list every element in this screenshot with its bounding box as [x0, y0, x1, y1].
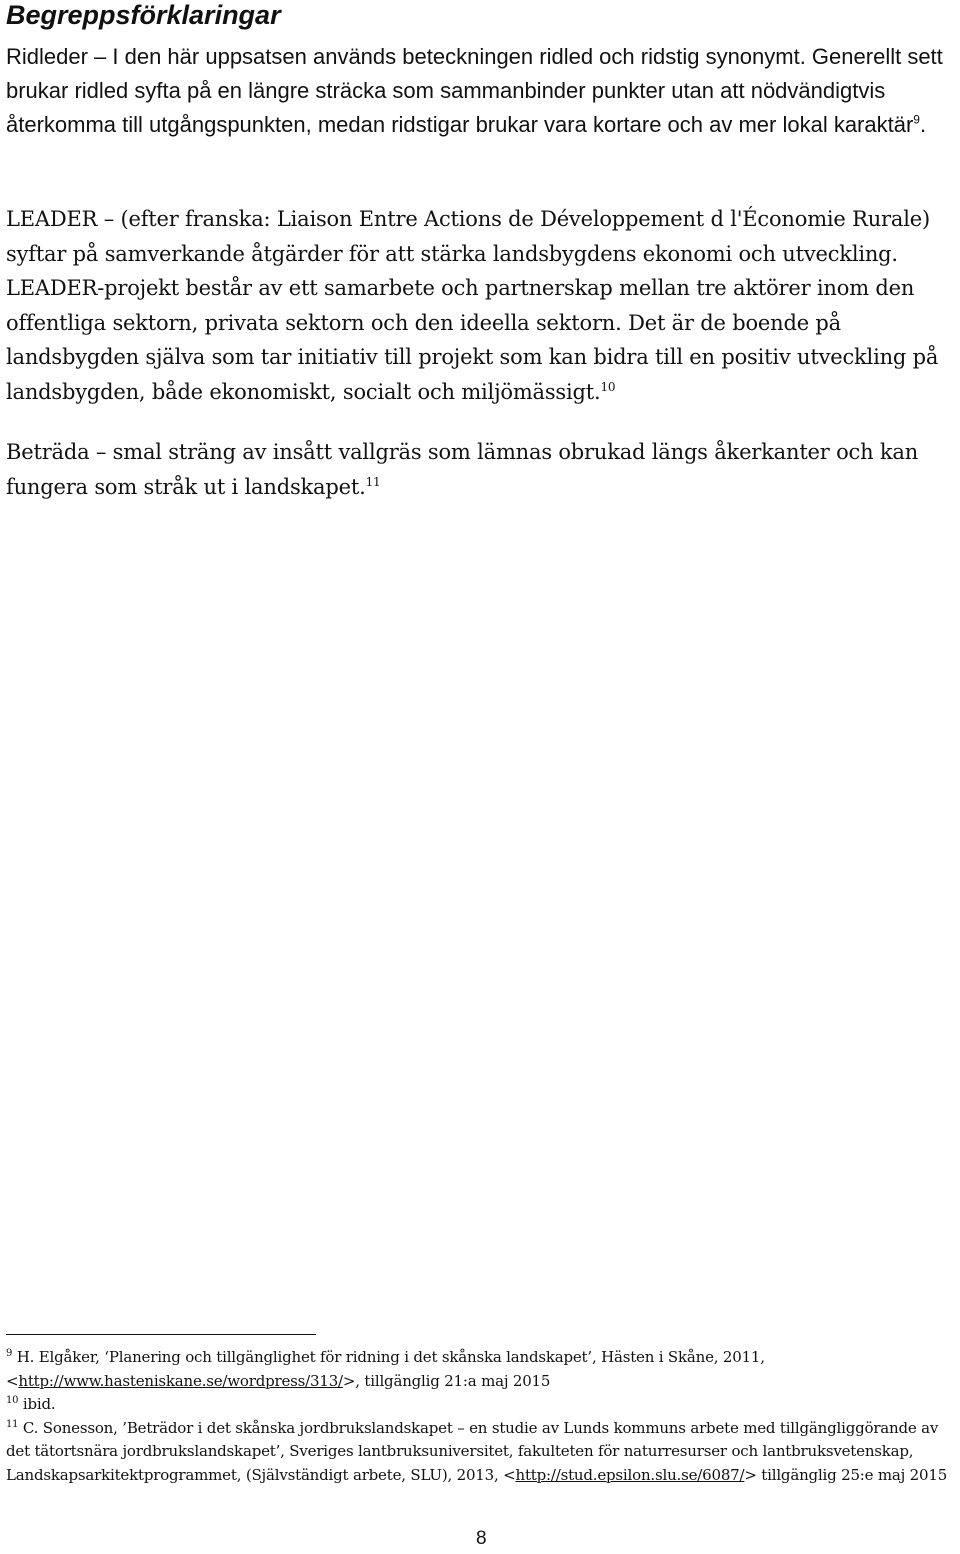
footnote-number: 10: [6, 1395, 19, 1406]
footnote-number: 11: [6, 1418, 19, 1430]
definition-text: Ridleder – I den här uppsatsen används beteckningen ridled och ridstig synonymt. Generellt sett brukar ridled syfta på en längre sträcka som sammanbinder punkter utan att nödvändigtvis återkomma till utgångspunkten, medan ridstigar brukar vara kortare och av mer lokal karaktär: [6, 44, 943, 137]
definition-text: LEADER – (efter franska: Liaison Entre Actions de Développement d l'Économie Rurale) syftar på samverkande åtgärder för att stärka landsbygdens ekonomi och utveckling. LEADER-projekt består av ett samarbete och partnerskap mellan tre aktörer inom den offentliga sektorn, privata sektorn och den ideella sektorn. Det är de boende på landsbygden själva som tar initiativ till projekt som kan bidra till en positiv utveckling på landsbygden, både ekonomiskt, socialt och miljömässigt.: [6, 207, 939, 404]
definition-ridleder: [6, 40, 956, 142]
definition-text: Beträda – smal sträng av insått vallgräs som lämnas obrukad längs åkerkanter och kan fungera som stråk ut i landskapet.: [6, 440, 919, 499]
footnote-text: C. Sonesson, ’Beträdor i det skånska jordbrukslandskapet – en studie av Lunds kommuns arbete med tillgängliggörande av det tätortsnära jordbrukslandskapet’, Sveriges lantbruksuniversitet, fakulteten för naturresurser och lantbruksvetenskap, Landskapsarkitektprogrammet, (Självständigt arbete, SLU), 2013, <: [6, 1418, 939, 1484]
footnote-9: [6, 1346, 956, 1393]
footnote-11: [6, 1417, 956, 1488]
footnote-ref-9[interactable]: 9: [913, 112, 920, 127]
footnotes: [6, 1346, 956, 1487]
footnote-text: ibid.: [22, 1395, 56, 1413]
definition-tail: .: [919, 112, 927, 137]
footnote-text-after: >, tillgänglig 21:a maj 2015: [342, 1371, 551, 1390]
footnote-10: [6, 1393, 956, 1417]
footnote-text: H. Elgåker, ‘Planering och tillgänglighet för ridning i det skånska landskapet’, Hästen i Skåne, 2011, <: [6, 1348, 765, 1390]
footnote-link[interactable]: http://www.hasteniskane.se/wordpress/313/: [18, 1371, 343, 1390]
footnote-link[interactable]: http://stud.epsilon.slu.se/6087/: [515, 1465, 745, 1484]
footnote-text-after: > tillgänglig 25:e maj 2015: [744, 1465, 948, 1484]
page-title: Begreppsförklaringar: [6, 0, 281, 30]
definition-leader: [6, 202, 956, 409]
footnote-separator: [6, 1334, 316, 1335]
footnote-ref-11[interactable]: 11: [365, 474, 381, 489]
page-number: 8: [476, 1528, 487, 1549]
footnote-ref-10[interactable]: 10: [600, 379, 616, 394]
footnote-number: 9: [6, 1348, 13, 1359]
definition-betrada: [6, 435, 956, 504]
